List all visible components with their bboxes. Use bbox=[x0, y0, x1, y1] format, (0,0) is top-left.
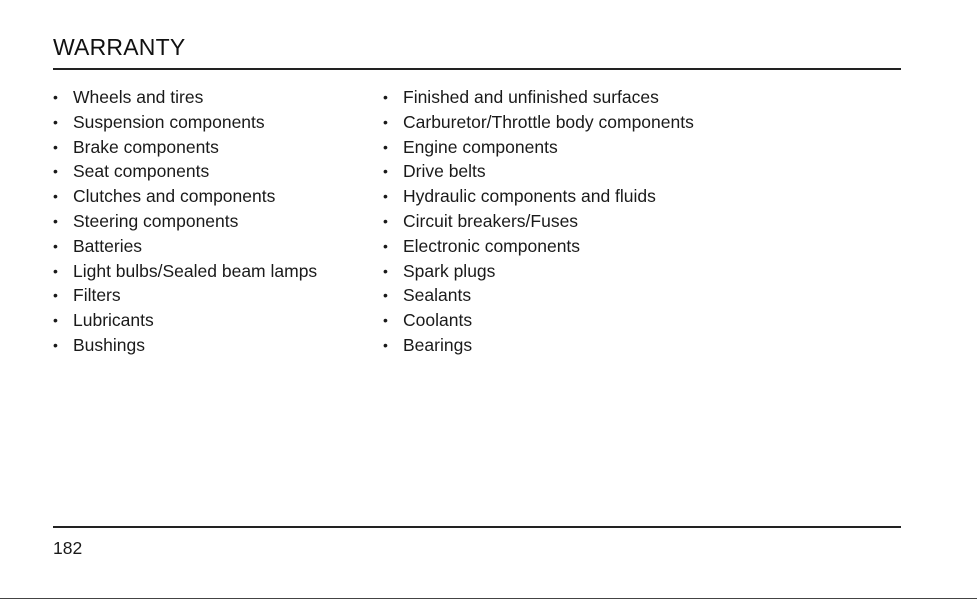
list-item bbox=[383, 159, 694, 184]
list-item-label: Carburetor/Throttle body components bbox=[403, 111, 694, 132]
list-item-label: Steering components bbox=[73, 210, 239, 231]
list-item bbox=[383, 234, 694, 259]
list-item-label: Circuit breakers/Fuses bbox=[403, 210, 579, 231]
list-item-label: Sealants bbox=[403, 285, 472, 306]
list-item-label: Bushings bbox=[73, 334, 145, 355]
list-item bbox=[383, 333, 694, 358]
list-item-label: Batteries bbox=[73, 235, 143, 256]
list-item-label: Lubricants bbox=[73, 310, 154, 331]
bullet-icon: • bbox=[383, 89, 388, 105]
list-item bbox=[53, 234, 317, 259]
header-rule bbox=[53, 68, 901, 70]
bullet-icon: • bbox=[383, 287, 388, 304]
list-item-label: Finished and unfinished surfaces bbox=[403, 87, 659, 107]
bullet-icon: • bbox=[53, 287, 58, 304]
list-item-label: Electronic components bbox=[403, 235, 581, 256]
list-item bbox=[383, 110, 694, 135]
list-item bbox=[53, 184, 317, 209]
list-item bbox=[53, 283, 317, 308]
list-item-label: Engine components bbox=[403, 136, 558, 157]
list-item-label: Brake components bbox=[73, 136, 219, 157]
warranty-exclusions-list-left bbox=[53, 85, 317, 358]
list-item-label: Clutches and components bbox=[73, 186, 276, 207]
bullet-icon: • bbox=[383, 312, 388, 329]
page-number: 182 bbox=[53, 538, 83, 558]
list-item bbox=[53, 333, 317, 358]
list-item-label: Spark plugs bbox=[403, 260, 496, 281]
list-item bbox=[53, 159, 317, 184]
list-item bbox=[383, 184, 694, 209]
page-title: WARRANTY bbox=[53, 34, 186, 60]
list-item bbox=[383, 259, 694, 284]
bullet-icon: • bbox=[53, 188, 58, 205]
bullet-icon: • bbox=[53, 113, 58, 130]
list-item bbox=[383, 85, 694, 110]
list-item bbox=[383, 209, 694, 234]
list-item-label: Coolants bbox=[403, 310, 473, 331]
list-item-label: Seat components bbox=[73, 161, 210, 182]
bullet-icon: • bbox=[383, 262, 388, 279]
warranty-exclusions-list-right bbox=[383, 85, 694, 358]
bullet-icon: • bbox=[53, 212, 58, 229]
list-item bbox=[53, 209, 317, 234]
bullet-icon: • bbox=[383, 113, 388, 130]
list-item bbox=[53, 135, 317, 160]
list-item bbox=[383, 283, 694, 308]
bullet-icon: • bbox=[383, 237, 388, 254]
page-edge-divider bbox=[0, 598, 977, 599]
bullet-icon: • bbox=[383, 212, 388, 229]
bullet-icon: • bbox=[53, 336, 58, 353]
bullet-icon: • bbox=[383, 336, 388, 353]
list-item bbox=[53, 259, 317, 284]
footer-rule bbox=[53, 526, 901, 528]
list-item bbox=[53, 110, 317, 135]
list-item bbox=[53, 85, 317, 110]
bullet-icon: • bbox=[53, 262, 58, 279]
list-item bbox=[383, 135, 694, 160]
bullet-icon: • bbox=[383, 163, 388, 180]
list-item-label: Light bulbs/Sealed beam lamps bbox=[73, 260, 318, 281]
list-item-label: Bearings bbox=[403, 334, 473, 355]
bullet-icon: • bbox=[383, 138, 388, 155]
list-item-label: Drive belts bbox=[403, 161, 486, 182]
bullet-icon: • bbox=[53, 237, 58, 254]
bullet-icon: • bbox=[53, 312, 58, 329]
list-item-label: Suspension components bbox=[73, 111, 265, 132]
list-item-label: Wheels and tires bbox=[73, 87, 204, 107]
list-item-label: Hydraulic components and fluids bbox=[403, 186, 656, 207]
list-item bbox=[383, 308, 694, 333]
list-item-label: Filters bbox=[73, 285, 121, 306]
bullet-icon: • bbox=[53, 138, 58, 155]
bullet-icon: • bbox=[383, 188, 388, 205]
list-item bbox=[53, 308, 317, 333]
bullet-icon: • bbox=[53, 89, 58, 105]
bullet-icon: • bbox=[53, 163, 58, 180]
